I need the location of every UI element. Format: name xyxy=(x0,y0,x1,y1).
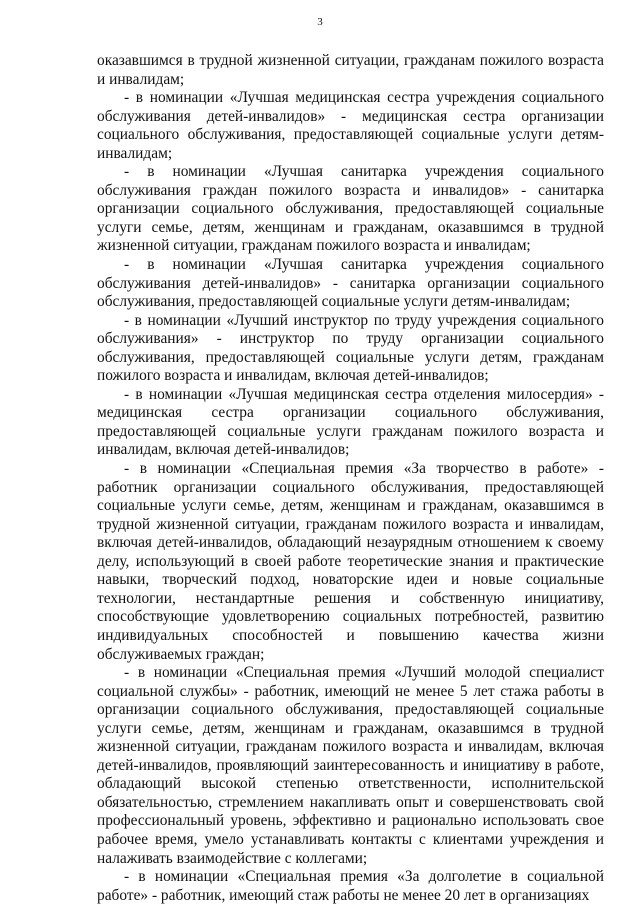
paragraph-special-prize-young-specialist: - в номинации «Специальная премия «Лучший молодой специалист социальной службы» - работник, имеющий не менее 5 лет стажа работы в организации социального обслуживания, предоставляющей социальные услуги семье, детям, женщинам и гражданам, оказавшимся в трудной жизненной ситуации, гражданам пожилого возраста и инвалидам, включая детей-инвалидов, проявляющий заинтересованность и инициативу в работе, обладающий высокой степенью ответственности, исполнительской обязательностью, стремлением накапливать опыт и совершенствовать свой профессиональный уровень, эффективно и рационально использовать свое рабочее время, умело устанавливать контакты с клиентами учреждения и налаживать взаимодействие с коллегами; xyxy=(97,664,604,867)
document-body xyxy=(97,52,604,905)
paragraph-nomination-mercy-nurse: - в номинации «Лучшая медицинская сестра отделения милосердия» - медицинская сестра организации социального обслуживания, предоставляющей социальные услуги гражданам пожилого возраста и инвалидам, включая детей-инвалидов; xyxy=(97,385,604,459)
paragraph-special-prize-creativity: - в номинации «Специальная премия «За творчество в работе» - работник организации социального обслуживания, предоставляющей социальные услуги семье, детям, женщинам и гражданам, оказавшимся в трудной жизненной ситуации, гражданам пожилого возраста и инвалидам, включая детей-инвалидов, обладающий незаурядным отношением к своему делу, использующий в своей работе теоретические знания и практические навыки, творческий подход, новаторские идеи и новые социальные технологии, нестандартные решения и собственную инициативу, способствующие удовлетворению социальных потребностей, развитию индивидуальных способностей и повышению качества жизни обслуживаемых граждан; xyxy=(97,460,604,663)
paragraph-nomination-orderly-elderly: - в номинации «Лучшая санитарка учреждения социального обслуживания граждан пожилого возраста и инвалидов» - санитарка организации социального обслуживания, предоставляющей социальные услуги семье, детям, женщинам и гражданам, оказавшимся в трудной жизненной ситуации, гражданам пожилого возраста и инвалидам; xyxy=(97,163,604,255)
paragraph-nomination-labor-instructor: - в номинации «Лучший инструктор по труду учреждения социального обслуживания» - инструктор по труду организации социального обслуживания, предоставляющей социальные услуги детям, гражданам пожилого возраста и инвалидам, включая детей-инвалидов; xyxy=(97,311,604,385)
paragraph: оказавшимся в трудной жизненной ситуации, гражданам пожилого возраста и инвалидам; xyxy=(97,52,604,88)
paragraph-nomination-nurse-disabled-children: - в номинации «Лучшая медицинская сестра учреждения социального обслуживания детей-инвалидов» - медицинская сестра организации социального обслуживания, предоставляющей социальные услуги детям-инвалидам; xyxy=(97,89,604,162)
paragraph-nomination-orderly-disabled-children: - в номинации «Лучшая санитарка учреждения социального обслуживания детей-инвалидов» - санитарка организации социального обслуживания, предоставляющей социальные услуги детям-инвалидам; xyxy=(97,256,604,311)
paragraph-special-prize-longevity: - в номинации «Специальная премия «За долголетие в социальной работе» - работник, имеющий стаж работы не менее 20 лет в организациях xyxy=(97,868,604,904)
page-number: 3 xyxy=(317,16,323,28)
